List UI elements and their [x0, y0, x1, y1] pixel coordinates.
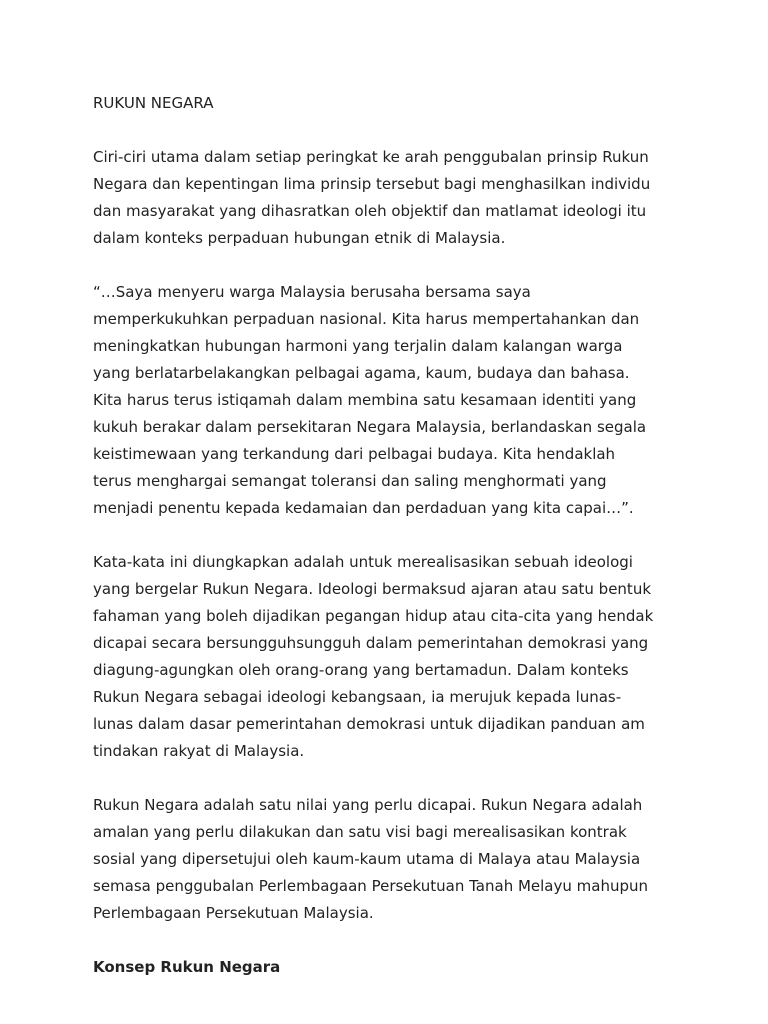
text-line: keistimewaan yang terkandung dari pelbagai budaya. Kita hendaklah	[93, 445, 616, 463]
text-line: memperkukuhkan perpaduan nasional. Kita harus mempertahankan dan	[93, 310, 640, 328]
text-line: yang berlatarbelakangkan pelbagai agama, kaum, budaya dan bahasa.	[93, 364, 630, 382]
section-heading: Konsep Rukun Negara	[93, 958, 281, 976]
text-line: kukuh berakar dalam persekitaran Negara Malaysia, berlandaskan segala	[93, 418, 647, 436]
text-line: dalam konteks perpaduan hubungan etnik di Malaysia.	[93, 229, 506, 247]
paragraph-quote	[93, 279, 693, 522]
text-line: yang bergelar Rukun Negara. Ideologi bermaksud ajaran atau satu bentuk	[93, 580, 652, 598]
text-line: menjadi penentu kepada kedamaian dan perdaduan yang kita capai…”.	[93, 499, 634, 517]
paragraph-intro	[93, 144, 693, 252]
text-line: terus menghargai semangat toleransi dan saling menghormati yang	[93, 472, 607, 490]
text-line: sosial yang dipersetujui oleh kaum-kaum utama di Malaya atau Malaysia	[93, 850, 641, 868]
text-line: semasa penggubalan Perlembagaan Persekutuan Tanah Melayu mahupun	[93, 877, 648, 895]
document-page	[93, 90, 693, 981]
text-line: Perlembagaan Persekutuan Malaysia.	[93, 904, 374, 922]
text-line: lunas dalam dasar pemerintahan demokrasi untuk dijadikan panduan am	[93, 715, 645, 733]
text-line: Ciri-ciri utama dalam setiap peringkat ke arah penggubalan prinsip Rukun	[93, 148, 649, 166]
text-line: fahaman yang boleh dijadikan pegangan hidup atau cita-cita yang hendak	[93, 607, 654, 625]
text-line: tindakan rakyat di Malaysia.	[93, 742, 305, 760]
text-line: Kata-kata ini diungkapkan adalah untuk merealisasikan sebuah ideologi	[93, 553, 633, 571]
text-line: Kita harus terus istiqamah dalam membina satu kesamaan identiti yang	[93, 391, 637, 409]
text-line: “…Saya menyeru warga Malaysia berusaha bersama saya	[93, 283, 531, 301]
text-line: meningkatkan hubungan harmoni yang terjalin dalam kalangan warga	[93, 337, 623, 355]
text-line: Negara dan kepentingan lima prinsip tersebut bagi menghasilkan individu	[93, 175, 651, 193]
document-title: RUKUN NEGARA	[93, 94, 214, 112]
text-line: Rukun Negara sebagai ideologi kebangsaan, ia merujuk kepada lunas-	[93, 688, 622, 706]
text-line: dicapai secara bersungguhsungguh dalam pemerintahan demokrasi yang	[93, 634, 649, 652]
paragraph-value	[93, 792, 693, 927]
text-line: diagung-agungkan oleh orang-orang yang bertamadun. Dalam konteks	[93, 661, 629, 679]
paragraph-ideology	[93, 549, 693, 765]
text-line: Rukun Negara adalah satu nilai yang perlu dicapai. Rukun Negara adalah	[93, 796, 643, 814]
text-line: amalan yang perlu dilakukan dan satu visi bagi merealisasikan kontrak	[93, 823, 627, 841]
text-line: dan masyarakat yang dihasratkan oleh objektif dan matlamat ideologi itu	[93, 202, 647, 220]
